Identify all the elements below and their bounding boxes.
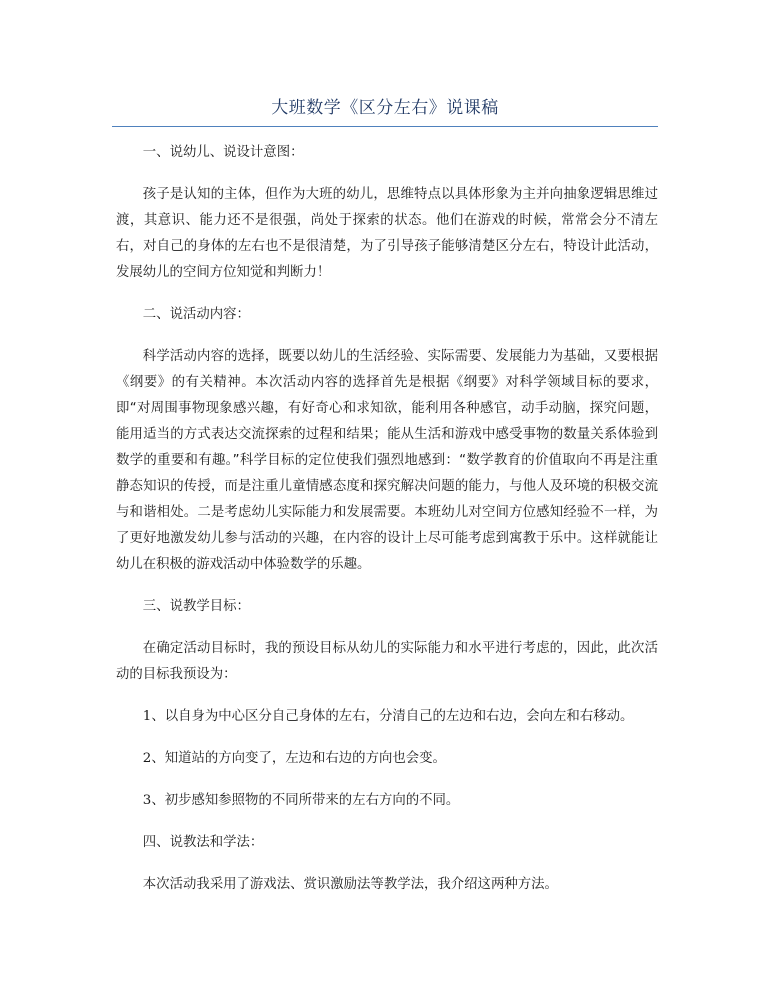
goal-number: 1、	[142, 709, 165, 724]
section-paragraph-3: 在确定活动目标时，我的预设目标从幼儿的实际能力和水平进行考虑的，因此，此次活动的目标我预设为：	[116, 641, 658, 682]
goal-text: 初步感知参照物的不同所带来的左右方向的不同。	[164, 793, 460, 808]
section-paragraph-1: 孩子是认知的主体，但作为大班的幼儿，思维特点以具体形象为主并向抽象逻辑思维过渡，其意识、能力还不是很强，尚处于探索的状态。他们在游戏的时候，常常会分不清左右，对自己的身体的左右也不是很清楚，为了引导孩子能够清楚区分左右，特设计此活动，发展幼儿的空间方位知觉和判断力！	[116, 187, 658, 280]
document-body	[116, 140, 658, 914]
section-heading-3: 三、说教学目标：	[142, 599, 250, 614]
document-title: 大班数学《区分左右》说课稿	[271, 98, 499, 118]
goal-item-2	[116, 746, 658, 772]
section-paragraph-4: 本次活动我采用了游戏法、赏识激励法等教学法，我介绍这两种方法。	[142, 877, 558, 892]
section-heading-4: 四、说教法和学法：	[142, 835, 264, 850]
section-paragraph-2: 科学活动内容的选择，既要以幼儿的生活经验、实际需要、发展能力为基础，又要根据《纲要》的有关精神。本次活动内容的选择首先是根据《纲要》对科学领域目标的要求，即“对周围事物现象感兴趣，有好奇心和求知欲，能利用各种感官，动手动脑，探究问题，能用适当的方式表达交流探索的过程和结果；能从生活和游戏中感受事物的数量关系体验到数学的重要和有趣。”科学目标的定位使我们强烈地感到：“数学教育的价值取向不再是注重静态知识的传授，而是注重儿童情感态度和探究解决问题的能力，与他人及环境的积极交流与和谐相处。二是考虑幼儿实际能力和发展需要。本班幼儿对空间方位感知经验不一样，为了更好地激发幼儿参与活动的兴趣，在内容的设计上尽可能考虑到寓教于乐中。这样就能让幼儿在积极的游戏活动中体验数学的乐趣。	[116, 349, 658, 572]
goal-number: 3、	[142, 793, 165, 808]
goal-number: 2、	[142, 751, 165, 766]
goal-item-3	[116, 788, 658, 814]
goal-text: 以自身为中心区分自己身体的左右，分清自己的左边和右边，会向左和右移动。	[164, 709, 634, 724]
section-heading-2: 二、说活动内容：	[142, 307, 250, 322]
section-heading-1: 一、说幼儿、说设计意图：	[142, 145, 304, 160]
title-divider	[112, 126, 658, 127]
goal-item-1	[116, 704, 658, 730]
goal-text: 知道站的方向变了，左边和右边的方向也会变。	[164, 751, 446, 766]
